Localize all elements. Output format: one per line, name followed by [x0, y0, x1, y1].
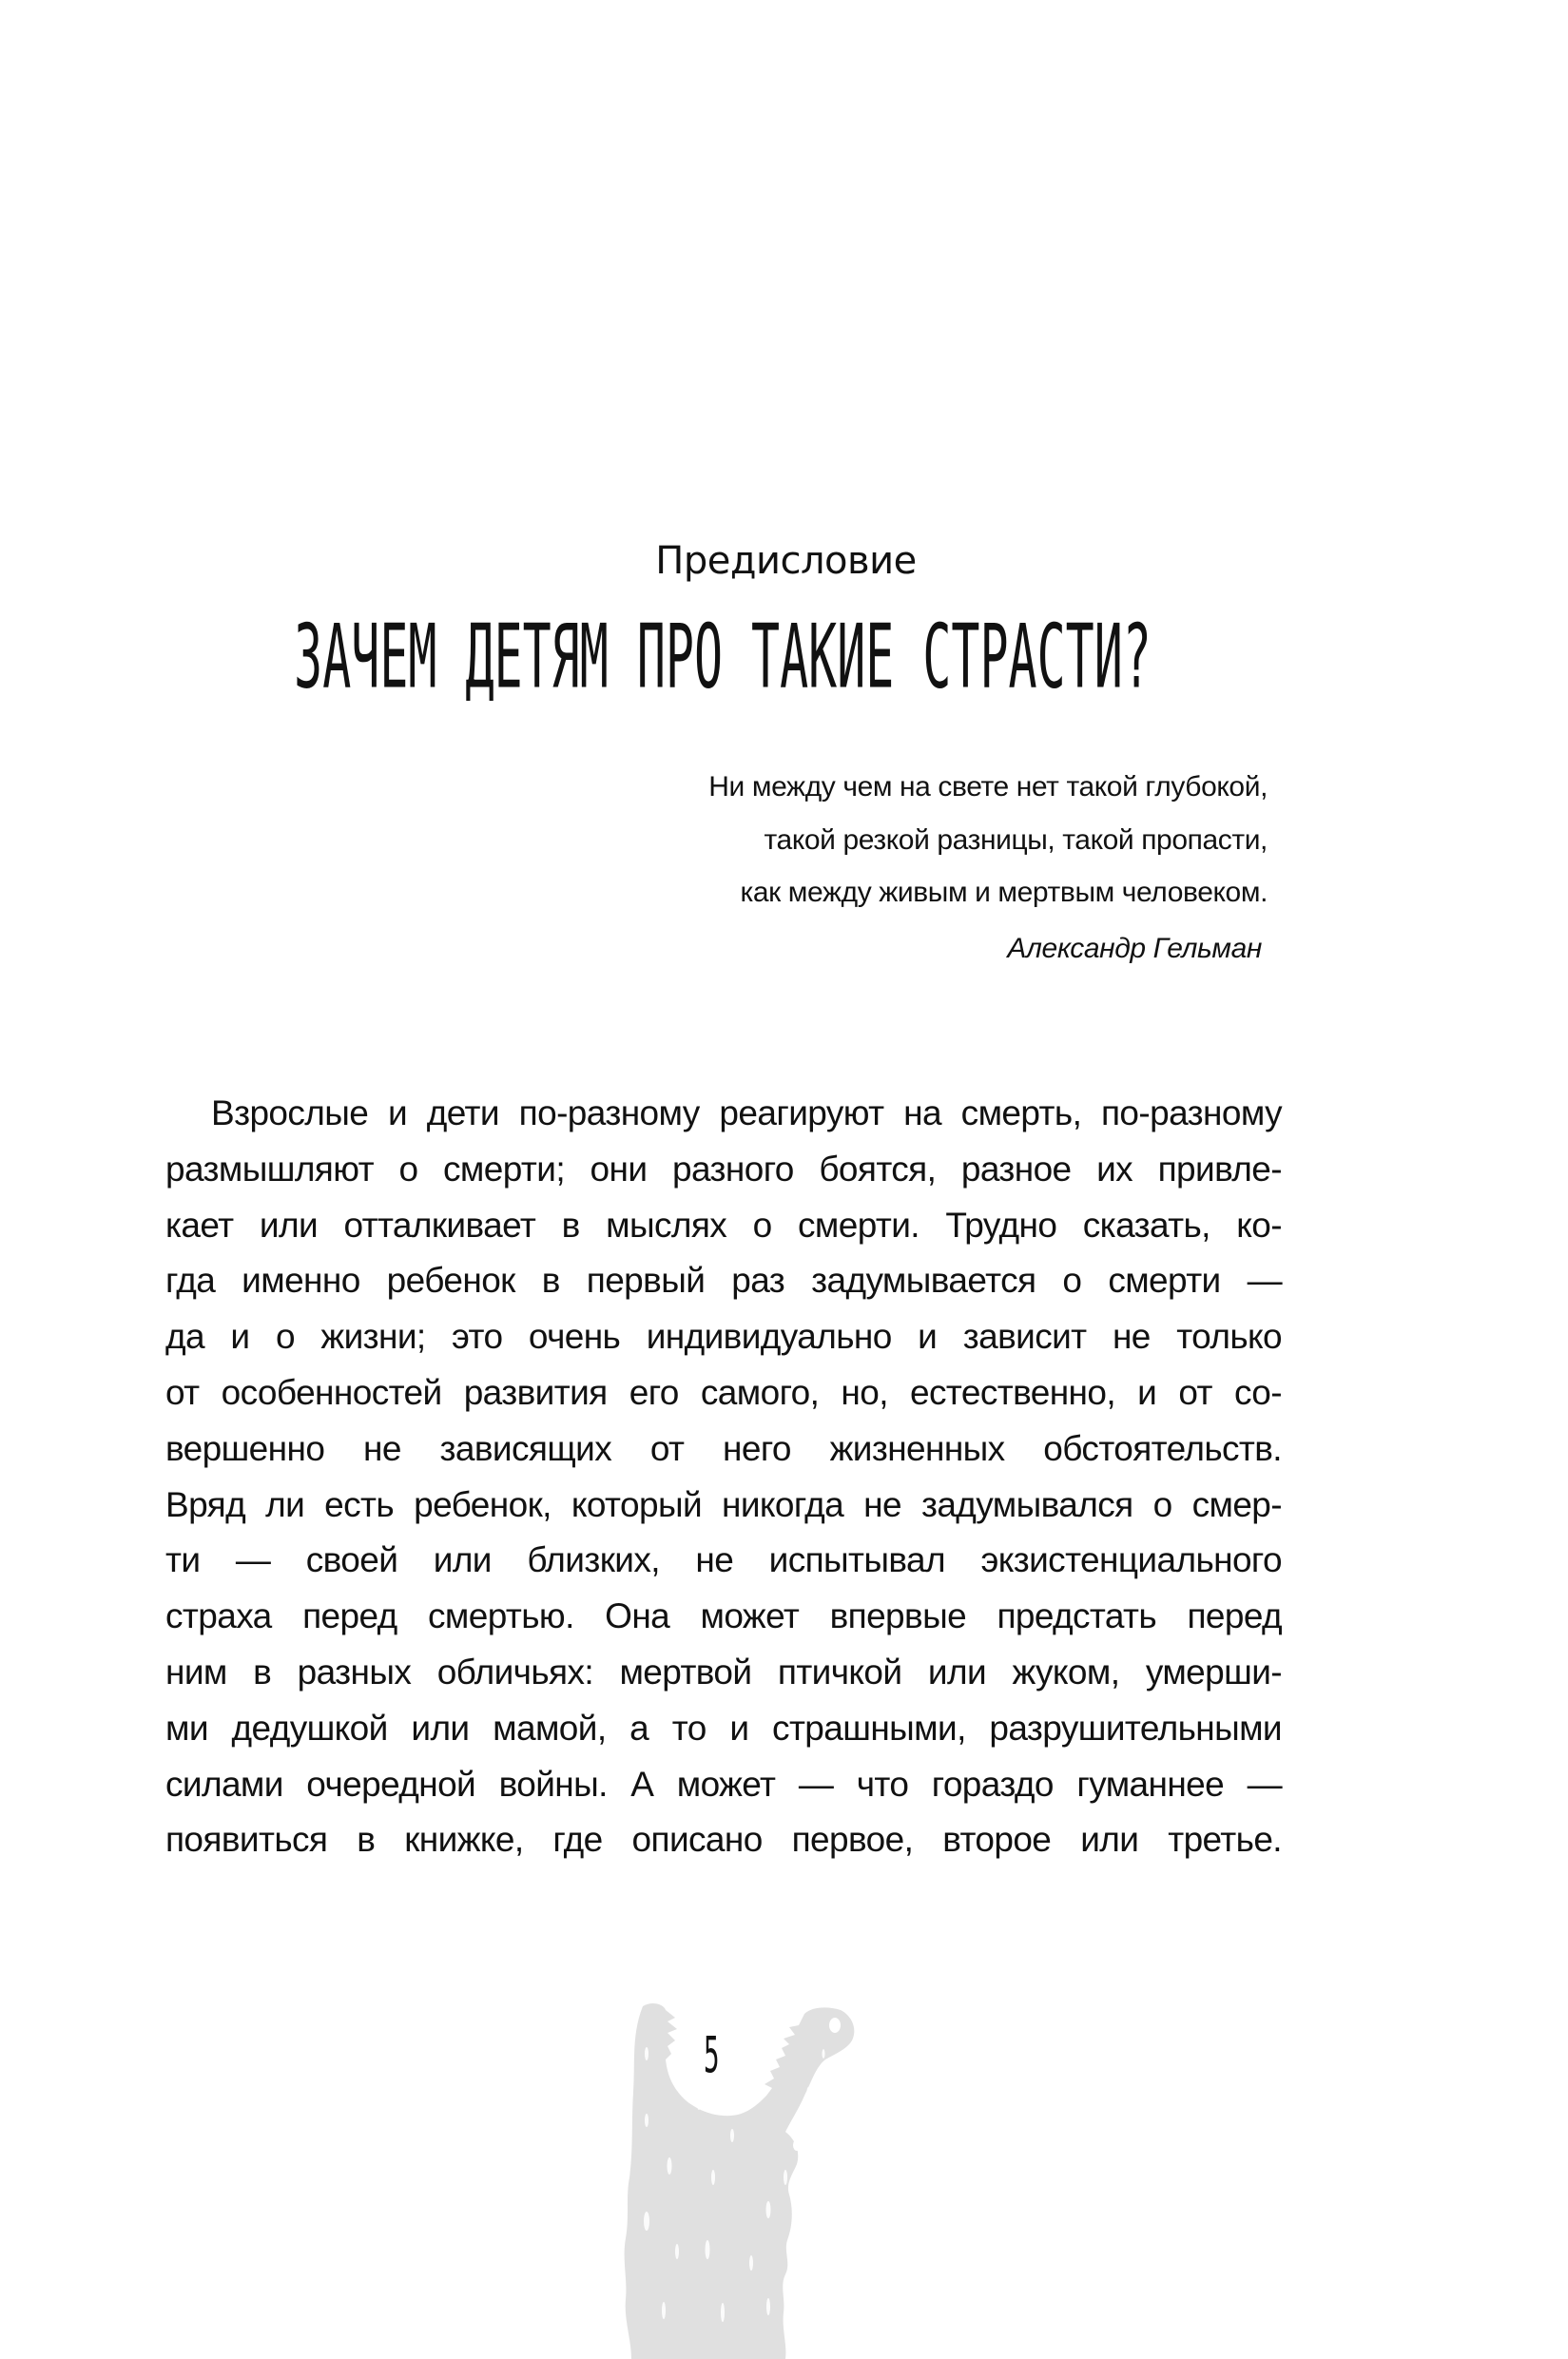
body-line: Вряд ли есть ребенок, который никогда не задумывался о смер-: [165, 1484, 1282, 1524]
epigraph: [583, 761, 1268, 975]
crocodile-silhouette-icon: [609, 1997, 856, 2359]
page-number: 5: [704, 2026, 720, 2085]
chapter-title: [159, 575, 1287, 741]
body-line: да и о жизни; это очень индивидуально и зависит не только: [165, 1317, 1282, 1357]
body-line: ним в разных обличьях: мертвой птичкой или жуком, умерши-: [165, 1652, 1282, 1692]
body-line: появиться в книжке, где описано первое, второе или третье.: [165, 1820, 1282, 1860]
body-line: гда именно ребенок в первый раз задумывается о смерти —: [165, 1261, 1282, 1301]
epigraph-line: как между живым и мертвым человеком.: [740, 877, 1268, 908]
body-line: размышляют о смерти; они разного боятся, разное их привле-: [165, 1149, 1282, 1189]
body-line: силами очередной войны. А может — что гораздо гуманнее —: [165, 1764, 1282, 1804]
body-line: ми дедушкой или мамой, а то и страшными, разрушительными: [165, 1708, 1282, 1748]
chapter-title-text: ЗАЧЕМ ДЕТЯМ ПРО ТАКИЕ СТРАСТИ?: [294, 607, 1152, 709]
body-line: вершенно не зависящих от него жизненных обстоятельств.: [165, 1428, 1282, 1468]
epigraph-line: такой резкой разницы, такой пропасти,: [764, 823, 1268, 856]
body-paragraph: [165, 1086, 1282, 1868]
body-line: страха перед смертью. Она может впервые предстать перед: [165, 1596, 1282, 1636]
epigraph-author: Александр Гельман: [1007, 932, 1262, 964]
section-kicker: Предисловие: [655, 539, 917, 583]
body-line: Взрослые и дети по-разному реагируют на смерть, по-разному: [211, 1093, 1282, 1132]
epigraph-line: Ни между чем на свете нет такой глубокой,: [708, 771, 1268, 802]
body-line: ти — своей или близких, не испытывал экзистенциального: [165, 1540, 1282, 1580]
body-line: от особенностей развития его самого, но, естественно, и от со-: [165, 1372, 1282, 1412]
body-line: кает или отталкивает в мыслях о смерти. Трудно сказать, ко-: [165, 1205, 1282, 1245]
